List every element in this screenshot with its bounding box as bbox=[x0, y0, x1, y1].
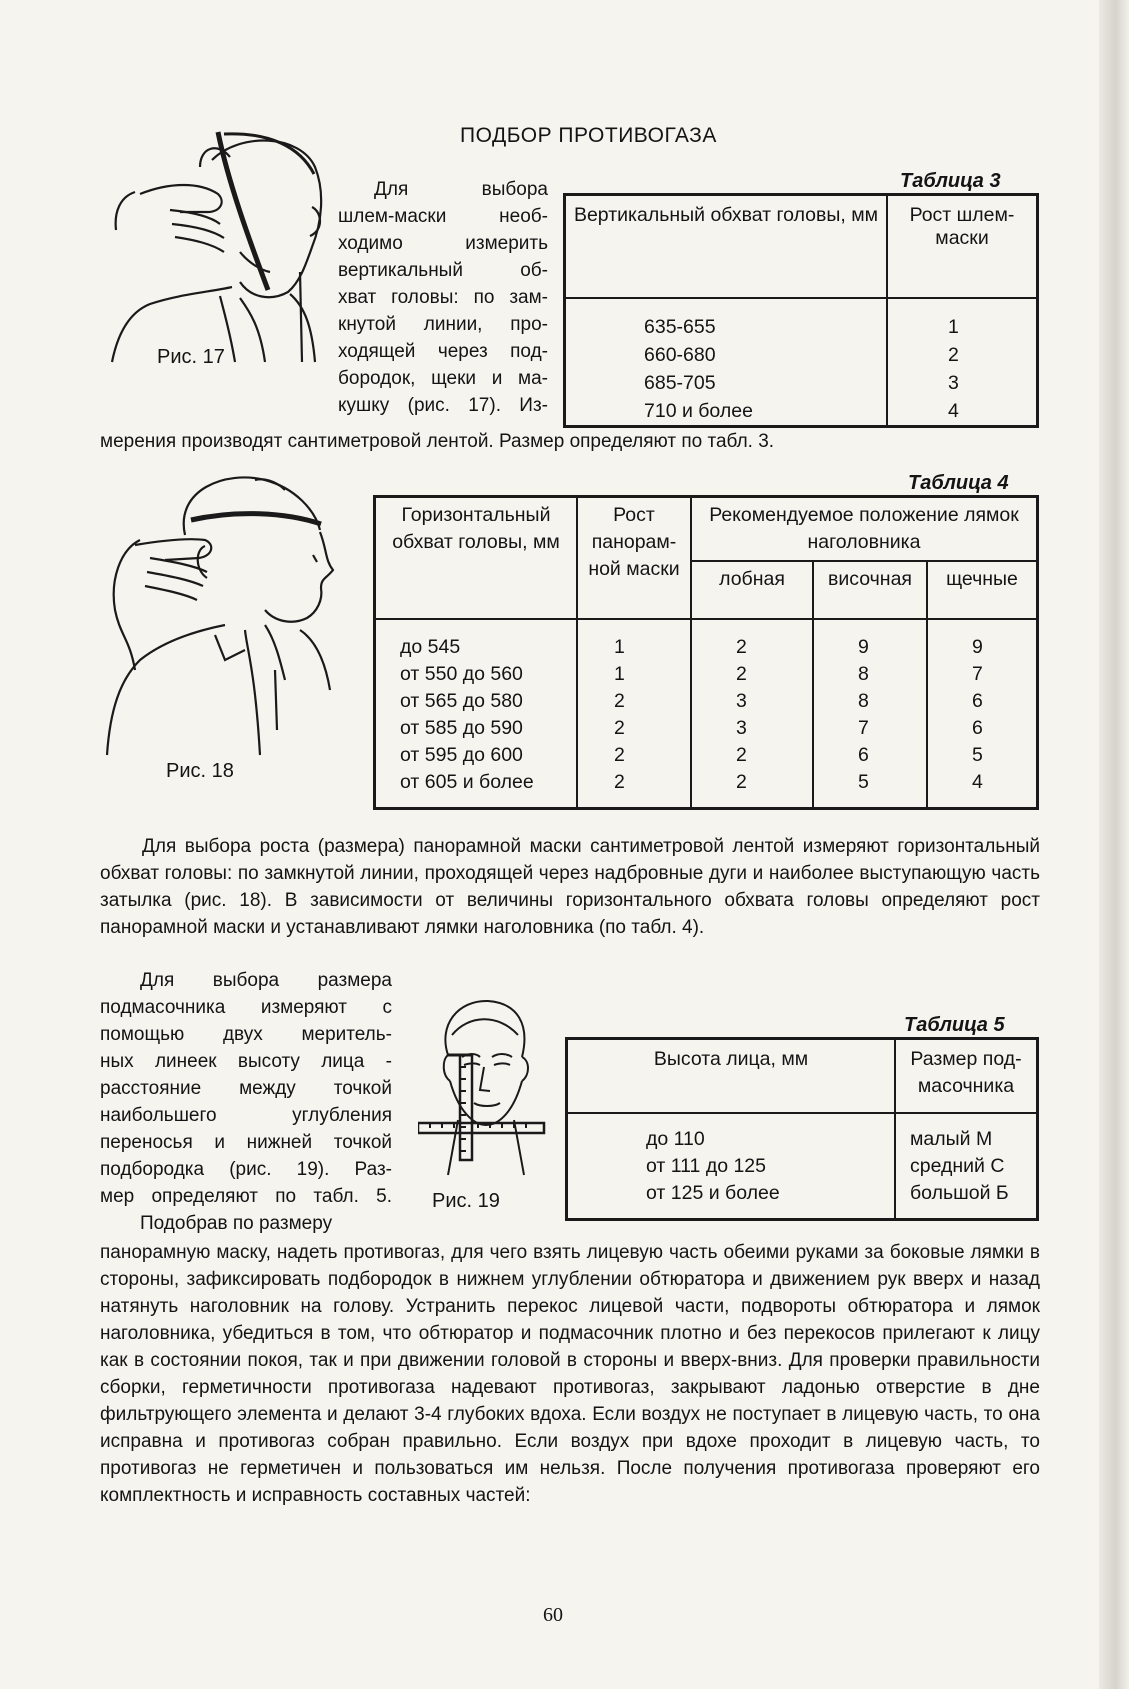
text-line: подбородка (рис. 19). Раз- bbox=[100, 1159, 392, 1180]
text-line: расстояние между точкой bbox=[100, 1078, 392, 1099]
table-cell bbox=[375, 619, 578, 809]
table-header-cell: Рост шлем-маски bbox=[887, 195, 1038, 299]
table-cell bbox=[887, 298, 1038, 427]
table-cell-value: 9 bbox=[972, 636, 983, 658]
table-header-cell: Высота лица, мм bbox=[567, 1039, 896, 1114]
paragraph-putting-on-first-line: Подобрав по размеру bbox=[140, 1213, 333, 1234]
table-cell-value: от 111 до 125 bbox=[646, 1155, 766, 1177]
table-cell-value: до 110 bbox=[646, 1128, 705, 1150]
figure-18-caption: Рис. 18 bbox=[166, 760, 234, 782]
text-line: помощью двух меритель- bbox=[100, 1024, 392, 1045]
table-cell-value: 2 bbox=[614, 717, 625, 739]
text-line: шлем-маски необ- bbox=[338, 206, 548, 227]
table-cell bbox=[565, 298, 888, 427]
text-line: кнутой линии, про- bbox=[338, 314, 548, 335]
table-cell-value: 6 bbox=[972, 690, 983, 712]
table-cell-value: 2 bbox=[736, 744, 747, 766]
table-cell-value: от 550 до 560 bbox=[400, 663, 523, 685]
page-title: ПОДБОР ПРОТИВОГАЗА bbox=[460, 124, 717, 147]
table-subheader-cell: лобная bbox=[691, 561, 813, 619]
text-line: ходимо измерить bbox=[338, 233, 548, 254]
table-cell-value: 1 bbox=[948, 316, 959, 338]
paragraph-helmet-mask-last-line: мерения производят сантиметровой лентой. Размер определяют по табл. 3. bbox=[100, 431, 775, 452]
table-cell bbox=[567, 1113, 896, 1220]
table-cell bbox=[691, 619, 813, 809]
table-cell-value: 5 bbox=[858, 771, 869, 793]
head-measure-horizontal-illustration bbox=[95, 460, 335, 760]
table-3-caption: Таблица 3 bbox=[900, 170, 1001, 192]
paragraph-putting-on: панорамную маску, надеть противогаз, для чего взять лицевую часть обеими руками за боковые лямки в стороны, зафиксировать подбородок в нижнем углублении обтюратора и движением рук вверх и назад натянуть наголовник на голову. Устранить перекос лицевой части, подвороты обтюратора и лямок наголовника, убедиться в том, что обтюратор и подмасочник плотно и без перекосов прилегают к лицу как в состоянии покоя, так и при движении головой в стороны и вверх-вниз. Для проверки правильности сборки, герметичности противогаза надевают противогаз, закрывают ладонью отверстие в дне фильтрующего элемента и делают 3-4 глубоких вдоха. Если воздух не поступает в лицевую часть, то она исправна и противогаз собран правильно. Если воздух при вдохе проходит в лицевую часть, то противогаз не герметичен и пользоваться им нельзя. После получения противогаза проверяют его комплектность и исправность составных частей: bbox=[100, 1242, 1040, 1506]
table-cell-value: 1 bbox=[614, 663, 625, 685]
table-cell-value: 4 bbox=[972, 771, 983, 793]
table-cell-value: 635-655 bbox=[644, 316, 716, 338]
text-line: вертикальный об- bbox=[338, 260, 548, 281]
paragraph-helmet-mask bbox=[338, 176, 548, 419]
text-line: бородок, щеки и ма- bbox=[338, 368, 548, 389]
text-line: наибольшего углубления bbox=[100, 1105, 392, 1126]
text-line: кушку (рис. 17). Из- bbox=[338, 395, 548, 416]
figure-19-caption: Рис. 19 bbox=[432, 1190, 500, 1212]
table-cell-value: 7 bbox=[858, 717, 869, 739]
table-cell-value: 710 и более bbox=[644, 400, 753, 422]
table-cell-value: 2 bbox=[948, 344, 959, 366]
table-cell-value: 3 bbox=[736, 717, 747, 739]
table-5-caption: Таблица 5 bbox=[904, 1014, 1005, 1036]
table-cell-value: 8 bbox=[858, 663, 869, 685]
table-cell-value: 2 bbox=[614, 690, 625, 712]
text-line: Для выбора размера bbox=[140, 970, 392, 991]
table-cell bbox=[927, 619, 1038, 809]
table-cell-value: до 545 bbox=[400, 636, 461, 658]
table-header-cell: Размер под-масочника bbox=[895, 1039, 1038, 1114]
table-cell-value: от 605 и более bbox=[400, 771, 534, 793]
head-measure-vertical-illustration bbox=[100, 112, 330, 367]
table-cell-value: 685-705 bbox=[644, 372, 716, 394]
text-line: подмасочника измеряют с bbox=[100, 997, 392, 1018]
text-line: ходящей через под- bbox=[338, 341, 548, 362]
page-number: 60 bbox=[543, 1604, 563, 1626]
table-cell bbox=[577, 619, 691, 809]
table-subheader-cell: височная bbox=[813, 561, 927, 619]
table-cell-value: от 565 до 580 bbox=[400, 690, 523, 712]
table-cell-value: 660-680 bbox=[644, 344, 716, 366]
figure-19 bbox=[418, 995, 546, 1180]
table-cell-value: 2 bbox=[736, 771, 747, 793]
table-cell-value: от 125 и более bbox=[646, 1182, 780, 1204]
table-cell-value: 5 bbox=[972, 744, 983, 766]
figure-18 bbox=[95, 460, 335, 760]
text-line: Для выбора bbox=[374, 179, 548, 200]
table-cell-value: большой Б bbox=[910, 1182, 1009, 1204]
text-line: переносья и нижней точкой bbox=[100, 1132, 392, 1153]
table-cell-value: 2 bbox=[614, 744, 625, 766]
table-cell-value: 2 bbox=[614, 771, 625, 793]
table-header-cell: Горизонтальный обхват головы, мм bbox=[375, 497, 578, 620]
table-cell-value: 2 bbox=[736, 636, 747, 658]
table-cell-value: от 585 до 590 bbox=[400, 717, 523, 739]
table-cell-value: 3 bbox=[948, 372, 959, 394]
table-cell bbox=[895, 1113, 1038, 1220]
table-cell-value: 7 bbox=[972, 663, 983, 685]
table-cell bbox=[813, 619, 927, 809]
table-4-caption: Таблица 4 bbox=[908, 472, 1009, 494]
paragraph-face-height bbox=[100, 967, 392, 1210]
text-line: хват головы: по зам- bbox=[338, 287, 548, 308]
table-cell-value: 8 bbox=[858, 690, 869, 712]
table-cell-value: 6 bbox=[972, 717, 983, 739]
table-header-cell: Рост панорам-ной маски bbox=[577, 497, 691, 620]
table-3 bbox=[563, 193, 1039, 428]
table-cell-value: 3 bbox=[736, 690, 747, 712]
table-header-cell: Рекомендуемое положение лямок наголовника bbox=[691, 497, 1038, 562]
table-cell-value: 4 bbox=[948, 400, 959, 422]
table-cell-value: средний С bbox=[910, 1155, 1005, 1177]
paragraph-panoramic-mask: Для выбора роста (размера) панорамной маски сантиметровой лентой измеряют горизонтальный обхват головы: по замкнутой линии, проходящей через надбровные дуги и наиболее выступающую часть затылка (рис. 18). В зависимости от величины горизонтального обхвата головы определяют рост панорамной маски и устанавливают лямки наголовника (по табл. 4). bbox=[100, 836, 1040, 938]
table-cell-value: малый М bbox=[910, 1128, 993, 1150]
text-line: ных линеек высоту лица - bbox=[100, 1051, 392, 1072]
table-cell-value: 9 bbox=[858, 636, 869, 658]
face-height-measure-illustration bbox=[418, 995, 546, 1180]
table-4 bbox=[373, 495, 1039, 810]
table-cell-value: 6 bbox=[858, 744, 869, 766]
text-line: мер определяют по табл. 5. bbox=[100, 1186, 392, 1207]
table-cell-value: от 595 до 600 bbox=[400, 744, 523, 766]
page-edge bbox=[1099, 0, 1129, 1689]
table-5 bbox=[565, 1037, 1039, 1221]
table-subheader-cell: щечные bbox=[927, 561, 1038, 619]
table-cell-value: 1 bbox=[614, 636, 625, 658]
figure-17-caption: Рис. 17 bbox=[157, 346, 225, 368]
figure-17 bbox=[100, 112, 330, 367]
table-cell-value: 2 bbox=[736, 663, 747, 685]
table-header-cell: Вертикальный обхват головы, мм bbox=[565, 195, 888, 299]
